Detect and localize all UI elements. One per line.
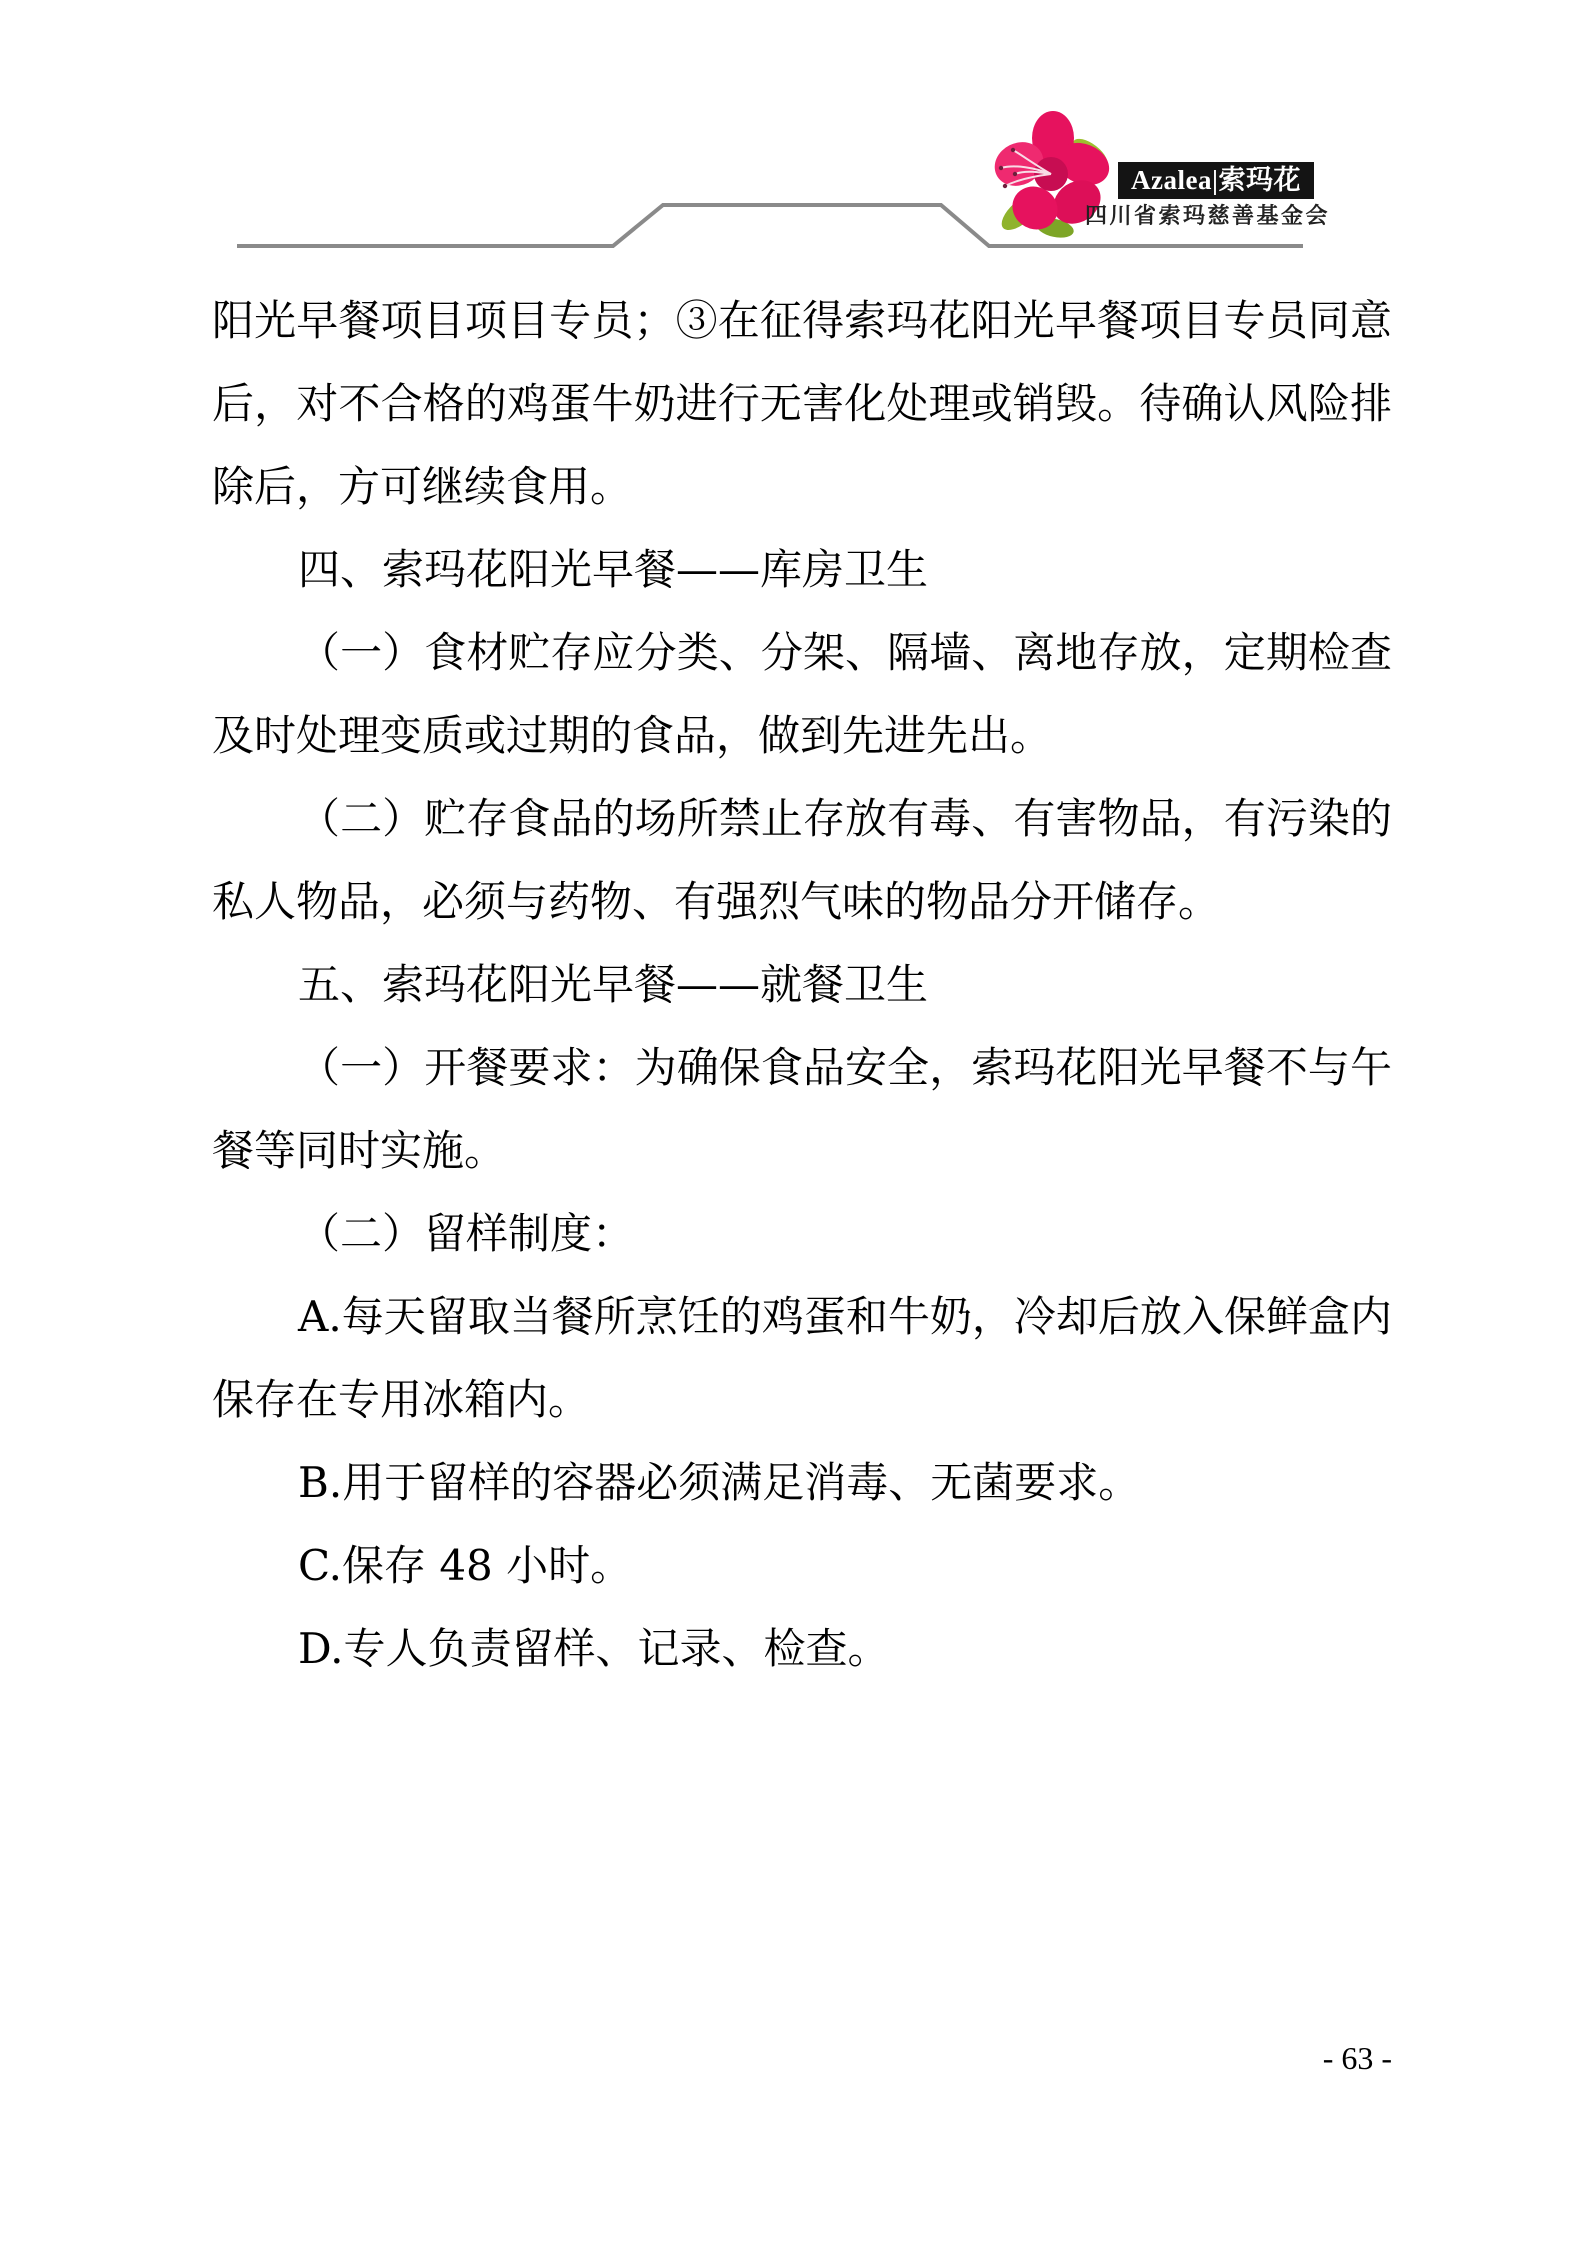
text-line: 后，对不合格的鸡蛋牛奶进行无害化处理或销毁。待确认风险排 <box>212 379 1392 428</box>
text-line: 及时处理变质或过期的食品，做到先进先出。 <box>212 711 1053 760</box>
logo-banner <box>1118 162 1314 199</box>
text-line: C.保存 48 小时。 <box>298 1541 633 1590</box>
text-line: A.每天留取当餐所烹饪的鸡蛋和牛奶，冷却后放入保鲜盒内 <box>298 1292 1392 1341</box>
text-line: 餐等同时实施。 <box>212 1126 507 1175</box>
page-number: - 63 - <box>1322 2040 1392 2076</box>
organization-name: 四川省索玛慈善基金会 <box>1085 203 1331 229</box>
section-heading: 五、索玛花阳光早餐——就餐卫生 <box>298 960 929 1009</box>
section-heading: 四、索玛花阳光早餐——库房卫生 <box>298 545 929 594</box>
text-line: D.专人负责留样、记录、检查。 <box>298 1624 890 1673</box>
logo-wordmark: Azalea|索玛花 <box>1131 165 1301 195</box>
header-divider-line <box>0 0 1587 280</box>
text-line: 私人物品，必须与药物、有强烈气味的物品分开储存。 <box>212 877 1221 926</box>
text-line: 阳光早餐项目项目专员；③在征得索玛花阳光早餐项目专员同意 <box>212 296 1392 345</box>
text-line: （一）开餐要求：为确保食品安全，索玛花阳光早餐不与午 <box>298 1043 1392 1092</box>
document-body <box>212 279 1392 1690</box>
text-line: 保存在专用冰箱内。 <box>212 1375 591 1424</box>
text-line: 除后，方可继续食用。 <box>212 462 633 511</box>
text-line: B.用于留样的容器必须满足消毒、无菌要求。 <box>298 1458 1141 1507</box>
text-line: （二）留样制度： <box>298 1209 635 1258</box>
text-line: （二）贮存食品的场所禁止存放有毒、有害物品，有污染的 <box>298 794 1392 843</box>
text-line: （一）食材贮存应分类、分架、隔墙、离地存放，定期检查 <box>298 628 1392 677</box>
